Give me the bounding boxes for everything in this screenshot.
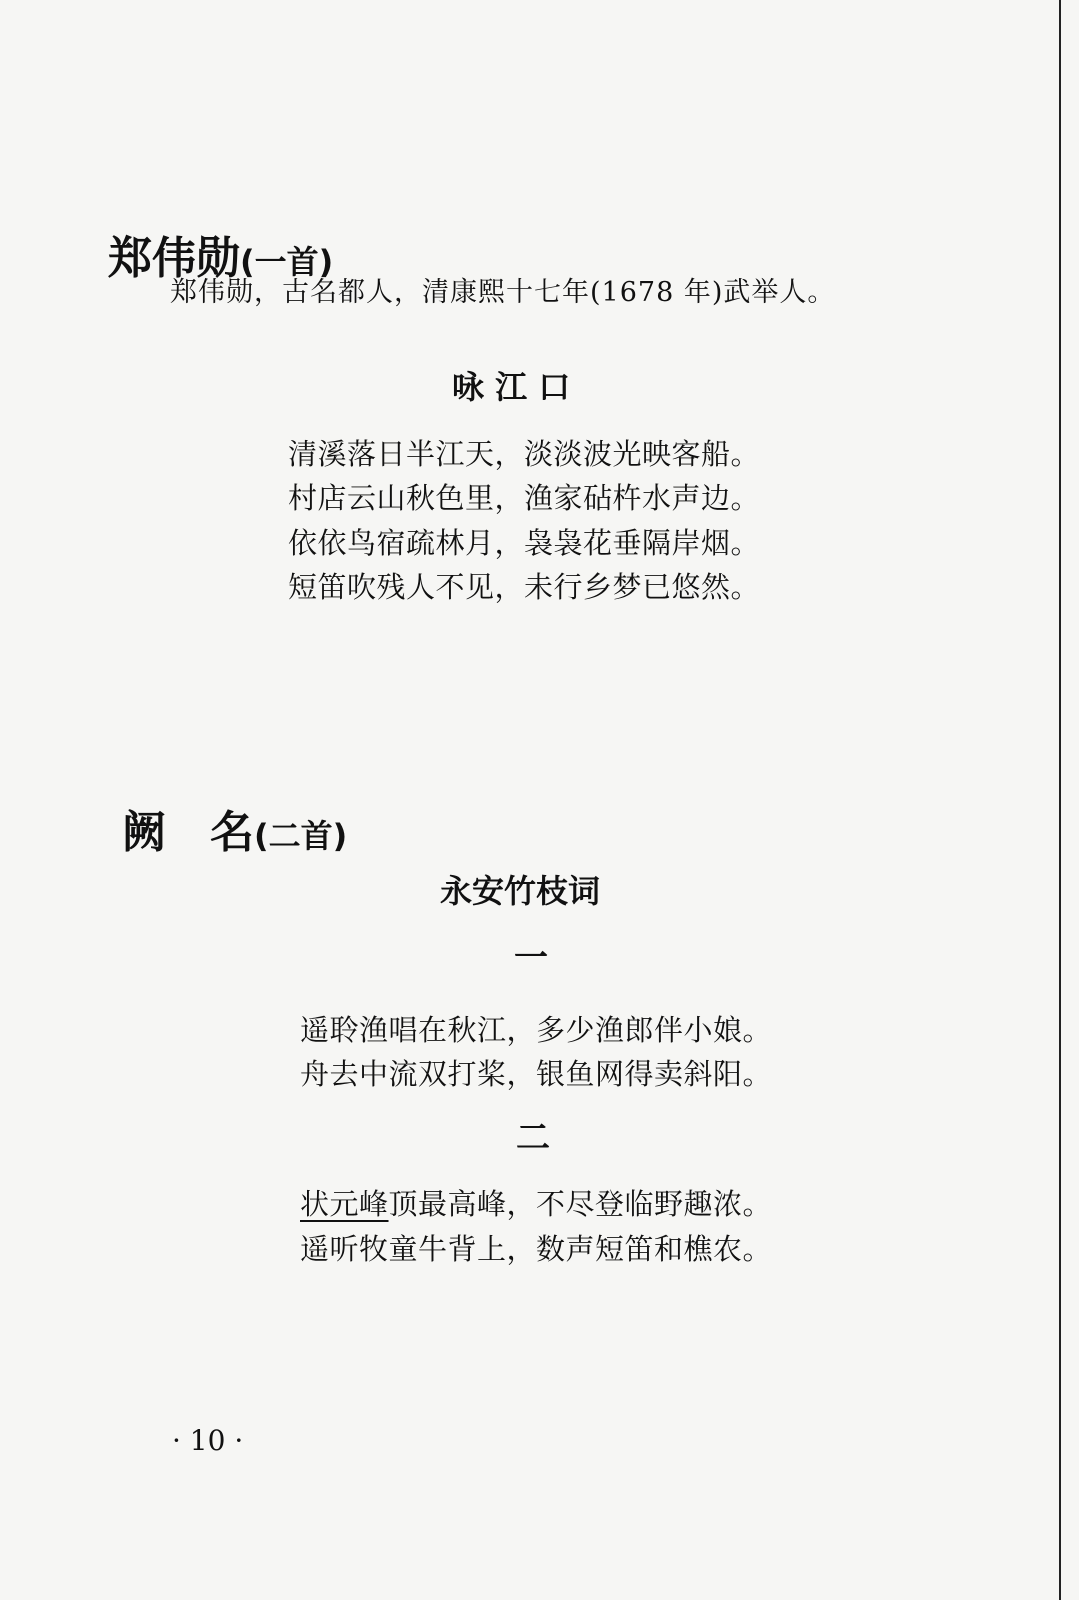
verse-line: 清溪落日半江天，淡淡波光映客船。 (288, 437, 761, 471)
page-number: · 10 · (172, 1424, 244, 1457)
verse-line: 村店云山秋色里，渔家砧杵水声边。 (288, 481, 761, 515)
author-heading-2 (122, 796, 347, 860)
poem-count: (一首) (240, 243, 334, 281)
part-numeral: 一 (514, 938, 548, 978)
verse-line: 遥听牧童牛背上，数声短笛和樵农。 (300, 1232, 773, 1266)
author-bio: 郑伟勋，古名都人，清康熙十七年(1678 年)武举人。 (170, 277, 836, 308)
poem-count: (二首) (254, 817, 348, 855)
author-name: 阙 名 (122, 807, 254, 858)
verse-line: 短笛吹残人不见，未行乡梦已悠然。 (288, 570, 761, 604)
verse-line: 遥聆渔唱在秋江，多少渔郎伴小娘。 (300, 1013, 773, 1047)
verse-line (300, 1182, 772, 1223)
verse-text: 顶最高峰，不尽登临野趣浓。 (388, 1187, 773, 1221)
author-name: 郑伟勋 (108, 233, 240, 284)
page-edge-line (1059, 0, 1061, 1600)
underlined-place-name: 状元峰 (300, 1187, 389, 1221)
poem-title: 永安竹枝词 (440, 872, 601, 910)
verse-line: 依依鸟宿疏林月，袅袅花垂隔岸烟。 (288, 526, 761, 560)
poem-title: 咏 江 口 (452, 368, 571, 406)
verse-line: 舟去中流双打桨，银鱼网得卖斜阳。 (300, 1057, 773, 1091)
part-numeral: 二 (516, 1118, 550, 1158)
